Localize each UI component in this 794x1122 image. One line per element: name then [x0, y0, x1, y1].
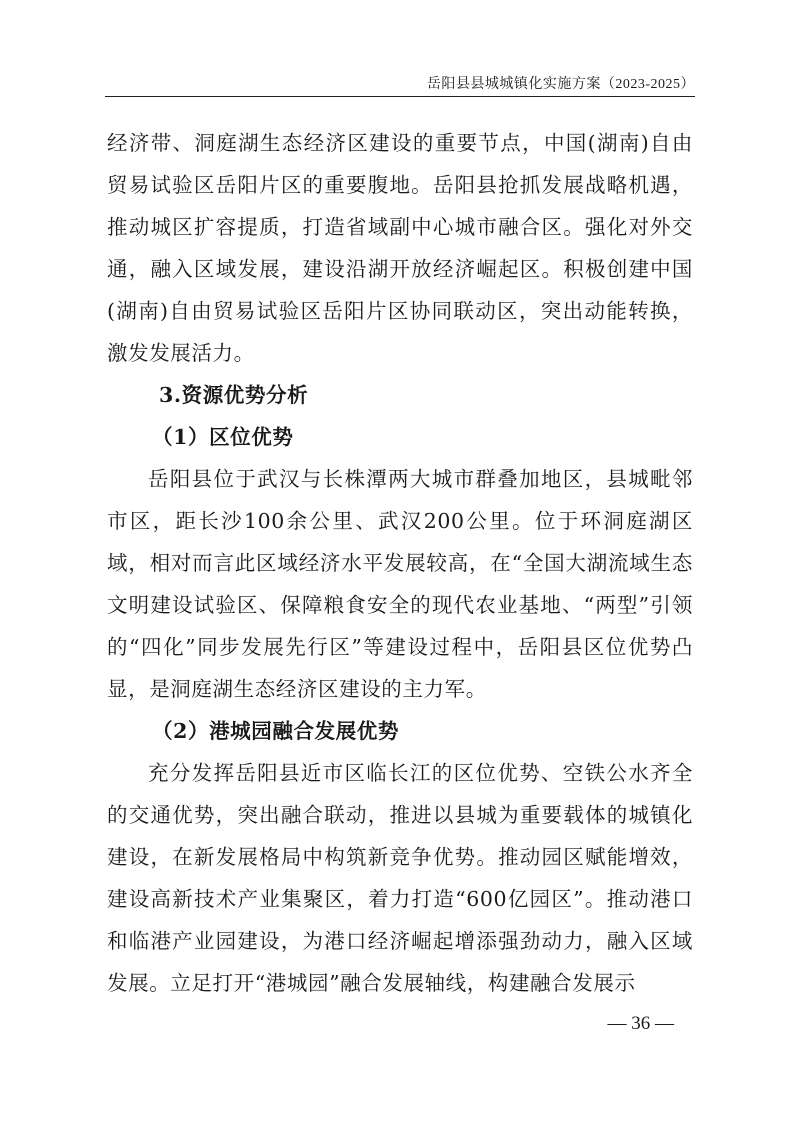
document-body: [107, 122, 693, 1004]
page-header-title: 岳阳县县城城镇化实施方案（2023-2025）: [426, 77, 695, 92]
paragraph-port-city-park: 充分发挥岳阳县近市区临长江的区位优势、空铁公水齐全的交通优势，突出融合联动，推进以县城为重要载体的城镇化建设，在新发展格局中构筑新竞争优势。推动园区赋能增效，建设高新技术产业集聚区，着力打造“600亿园区”。推动港口和临港产业园建设，为港口经济崛起增添强劲动力，融入区域发展。立足打开“港城园”融合发展轴线，构建融合发展示: [107, 761, 693, 995]
header-divider: [105, 96, 695, 97]
subsection-heading-port-city-park: （2）港城园融合发展优势: [152, 719, 399, 743]
section-heading-resource-advantages: 3.资源优势分析: [159, 383, 309, 407]
subsection-heading-location: （1）区位优势: [152, 425, 294, 449]
paragraph-continuation: 经济带、洞庭湖生态经济区建设的重要节点，中国(湖南)自由贸易试验区岳阳片区的重要腹地。岳阳县抢抓发展战略机遇，推动城区扩容提质，打造省域副中心城市融合区。强化对外交通，融入区域发展，建设沿湖开放经济崛起区。积极创建中国(湖南)自由贸易试验区岳阳片区协同联动区，突出动能转换，激发发展活力。: [107, 131, 693, 365]
page-number: — 36 —: [607, 1013, 674, 1034]
paragraph-location: 岳阳县位于武汉与长株潭两大城市群叠加地区，县城毗邻市区，距长沙100余公里、武汉200公里。位于环洞庭湖区域，相对而言此区域经济水平发展较高，在“全国大湖流域生态文明建设试验区、保障粮食安全的现代农业基地、“两型”引领的“四化”同步发展先行区”等建设过程中，岳阳县区位优势凸显，是洞庭湖生态经济区建设的主力军。: [107, 467, 693, 701]
